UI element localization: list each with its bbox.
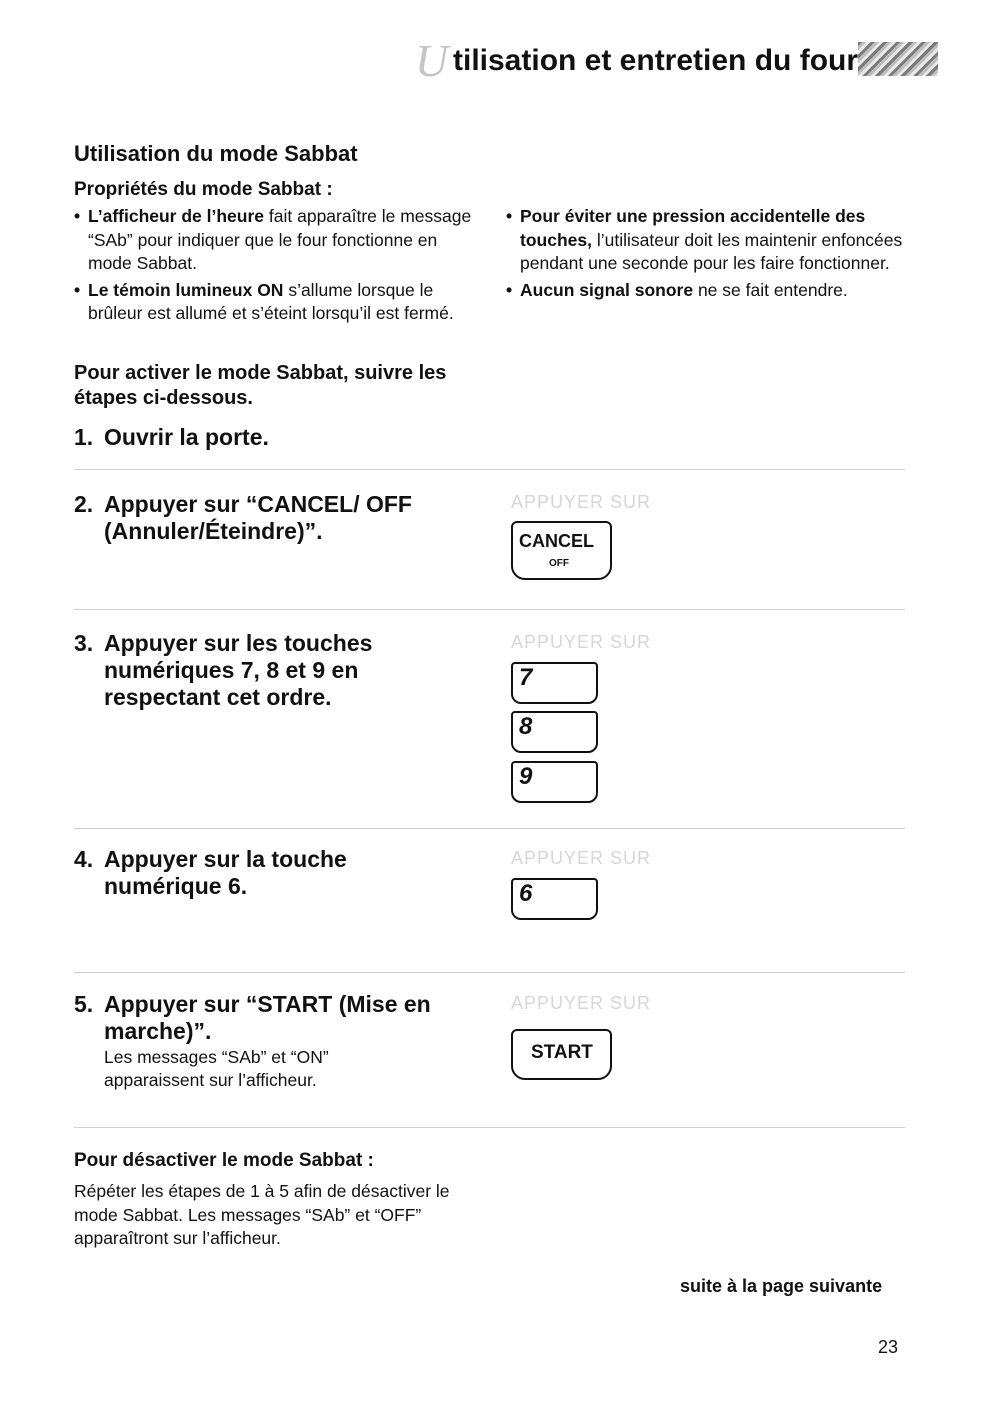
bullet-bold-text: L’afficheur de l’heure xyxy=(88,206,265,226)
press-label: APPUYER SUR xyxy=(511,848,652,868)
section-title: Utilisation du mode Sabbat xyxy=(74,141,358,166)
press-label: APPUYER SUR xyxy=(511,492,652,512)
step-1-title: Ouvrir la porte. xyxy=(104,424,269,450)
properties-right-column xyxy=(506,205,916,305)
property-bullet xyxy=(506,205,916,276)
property-bullet xyxy=(74,279,484,326)
cancel-key-label: CANCEL xyxy=(519,531,594,551)
step-4-number: 4. xyxy=(74,846,94,872)
digit-7-key xyxy=(511,662,598,704)
digit-6-key xyxy=(511,878,598,920)
digit-6-label: 6 xyxy=(519,880,533,907)
bullet-bold-text: Pour éviter une pression accidentelle des touches, xyxy=(520,206,866,250)
bullet-text: l’utilisateur doit les maintenir enfoncées pendant une seconde pour les faire fonctionner. xyxy=(520,229,903,273)
page-header xyxy=(405,35,945,88)
deactivate-heading: Pour désactiver le mode Sabbat : xyxy=(74,1150,374,1171)
bullet-bold-text: Le témoin lumineux ON xyxy=(88,279,284,300)
cancel-off-key xyxy=(511,521,612,580)
step-4-title: Appuyer sur la touche numérique 6. xyxy=(104,846,347,899)
bullet-text: s’allume lorsque le brûleur est allumé et s’éteint lorsqu’il est fermé. xyxy=(88,279,454,323)
header-title: tilisation et entretien du four xyxy=(453,44,859,77)
step-3-number: 3. xyxy=(74,630,94,656)
divider xyxy=(74,972,905,973)
step-5-note: Les messages “SAb” et “ON” apparaissent sur l’afficheur. xyxy=(104,1047,329,1090)
deactivate-text: Répéter les étapes de 1 à 5 afin de désactiver le mode Sabbat. Les messages “SAb” et “OFF” apparaîtront sur l’afficheur. xyxy=(74,1181,450,1248)
step-1-number: 1. xyxy=(74,424,94,450)
digit-8-key xyxy=(511,711,598,753)
step-2-title: Appuyer sur “CANCEL/ OFF (Annuler/Éteindre)”. xyxy=(104,491,412,544)
press-label: APPUYER SUR xyxy=(511,993,652,1013)
bullet-bold-text: Aucun signal sonore xyxy=(520,279,694,300)
bullet-symbol: • xyxy=(506,279,513,300)
start-key-label: START xyxy=(531,1042,593,1063)
step-3-title: Appuyer sur les touches numériques 7, 8 et 9 en respectant cet ordre. xyxy=(104,630,373,710)
properties-heading: Propriétés du mode Sabbat : xyxy=(74,179,333,200)
divider xyxy=(74,1127,905,1128)
off-key-label: OFF xyxy=(549,558,569,569)
property-bullet xyxy=(506,279,916,303)
bullet-symbol: • xyxy=(506,206,513,226)
step-2-number: 2. xyxy=(74,491,94,517)
header-decoration-image xyxy=(858,42,938,76)
start-key xyxy=(511,1029,612,1080)
bullet-symbol: • xyxy=(74,279,81,300)
digit-9-key xyxy=(511,761,598,803)
digit-9-label: 9 xyxy=(519,763,533,790)
activate-heading: Pour activer le mode Sabbat, suivre les étapes ci-dessous. xyxy=(74,362,447,409)
step-5-number: 5. xyxy=(74,991,94,1017)
press-label: APPUYER SUR xyxy=(511,632,652,652)
step-5-title: Appuyer sur “START (Mise en marche)”. xyxy=(104,991,431,1044)
header-drop-initial: U xyxy=(415,35,449,86)
bullet-text: fait apparaître le message “SAb” pour indiquer que le four fonctionne en mode Sabbat. xyxy=(88,206,472,273)
page-number: 23 xyxy=(878,1337,899,1357)
continued-note: suite à la page suivante xyxy=(680,1276,883,1296)
divider xyxy=(74,828,905,829)
properties-left-column xyxy=(74,205,484,329)
divider xyxy=(74,469,905,470)
property-bullet xyxy=(74,205,484,276)
digit-8-label: 8 xyxy=(519,713,533,740)
divider xyxy=(74,609,905,610)
bullet-text: ne se fait entendre. xyxy=(693,279,848,300)
bullet-symbol: • xyxy=(74,206,81,226)
digit-7-label: 7 xyxy=(519,664,533,691)
